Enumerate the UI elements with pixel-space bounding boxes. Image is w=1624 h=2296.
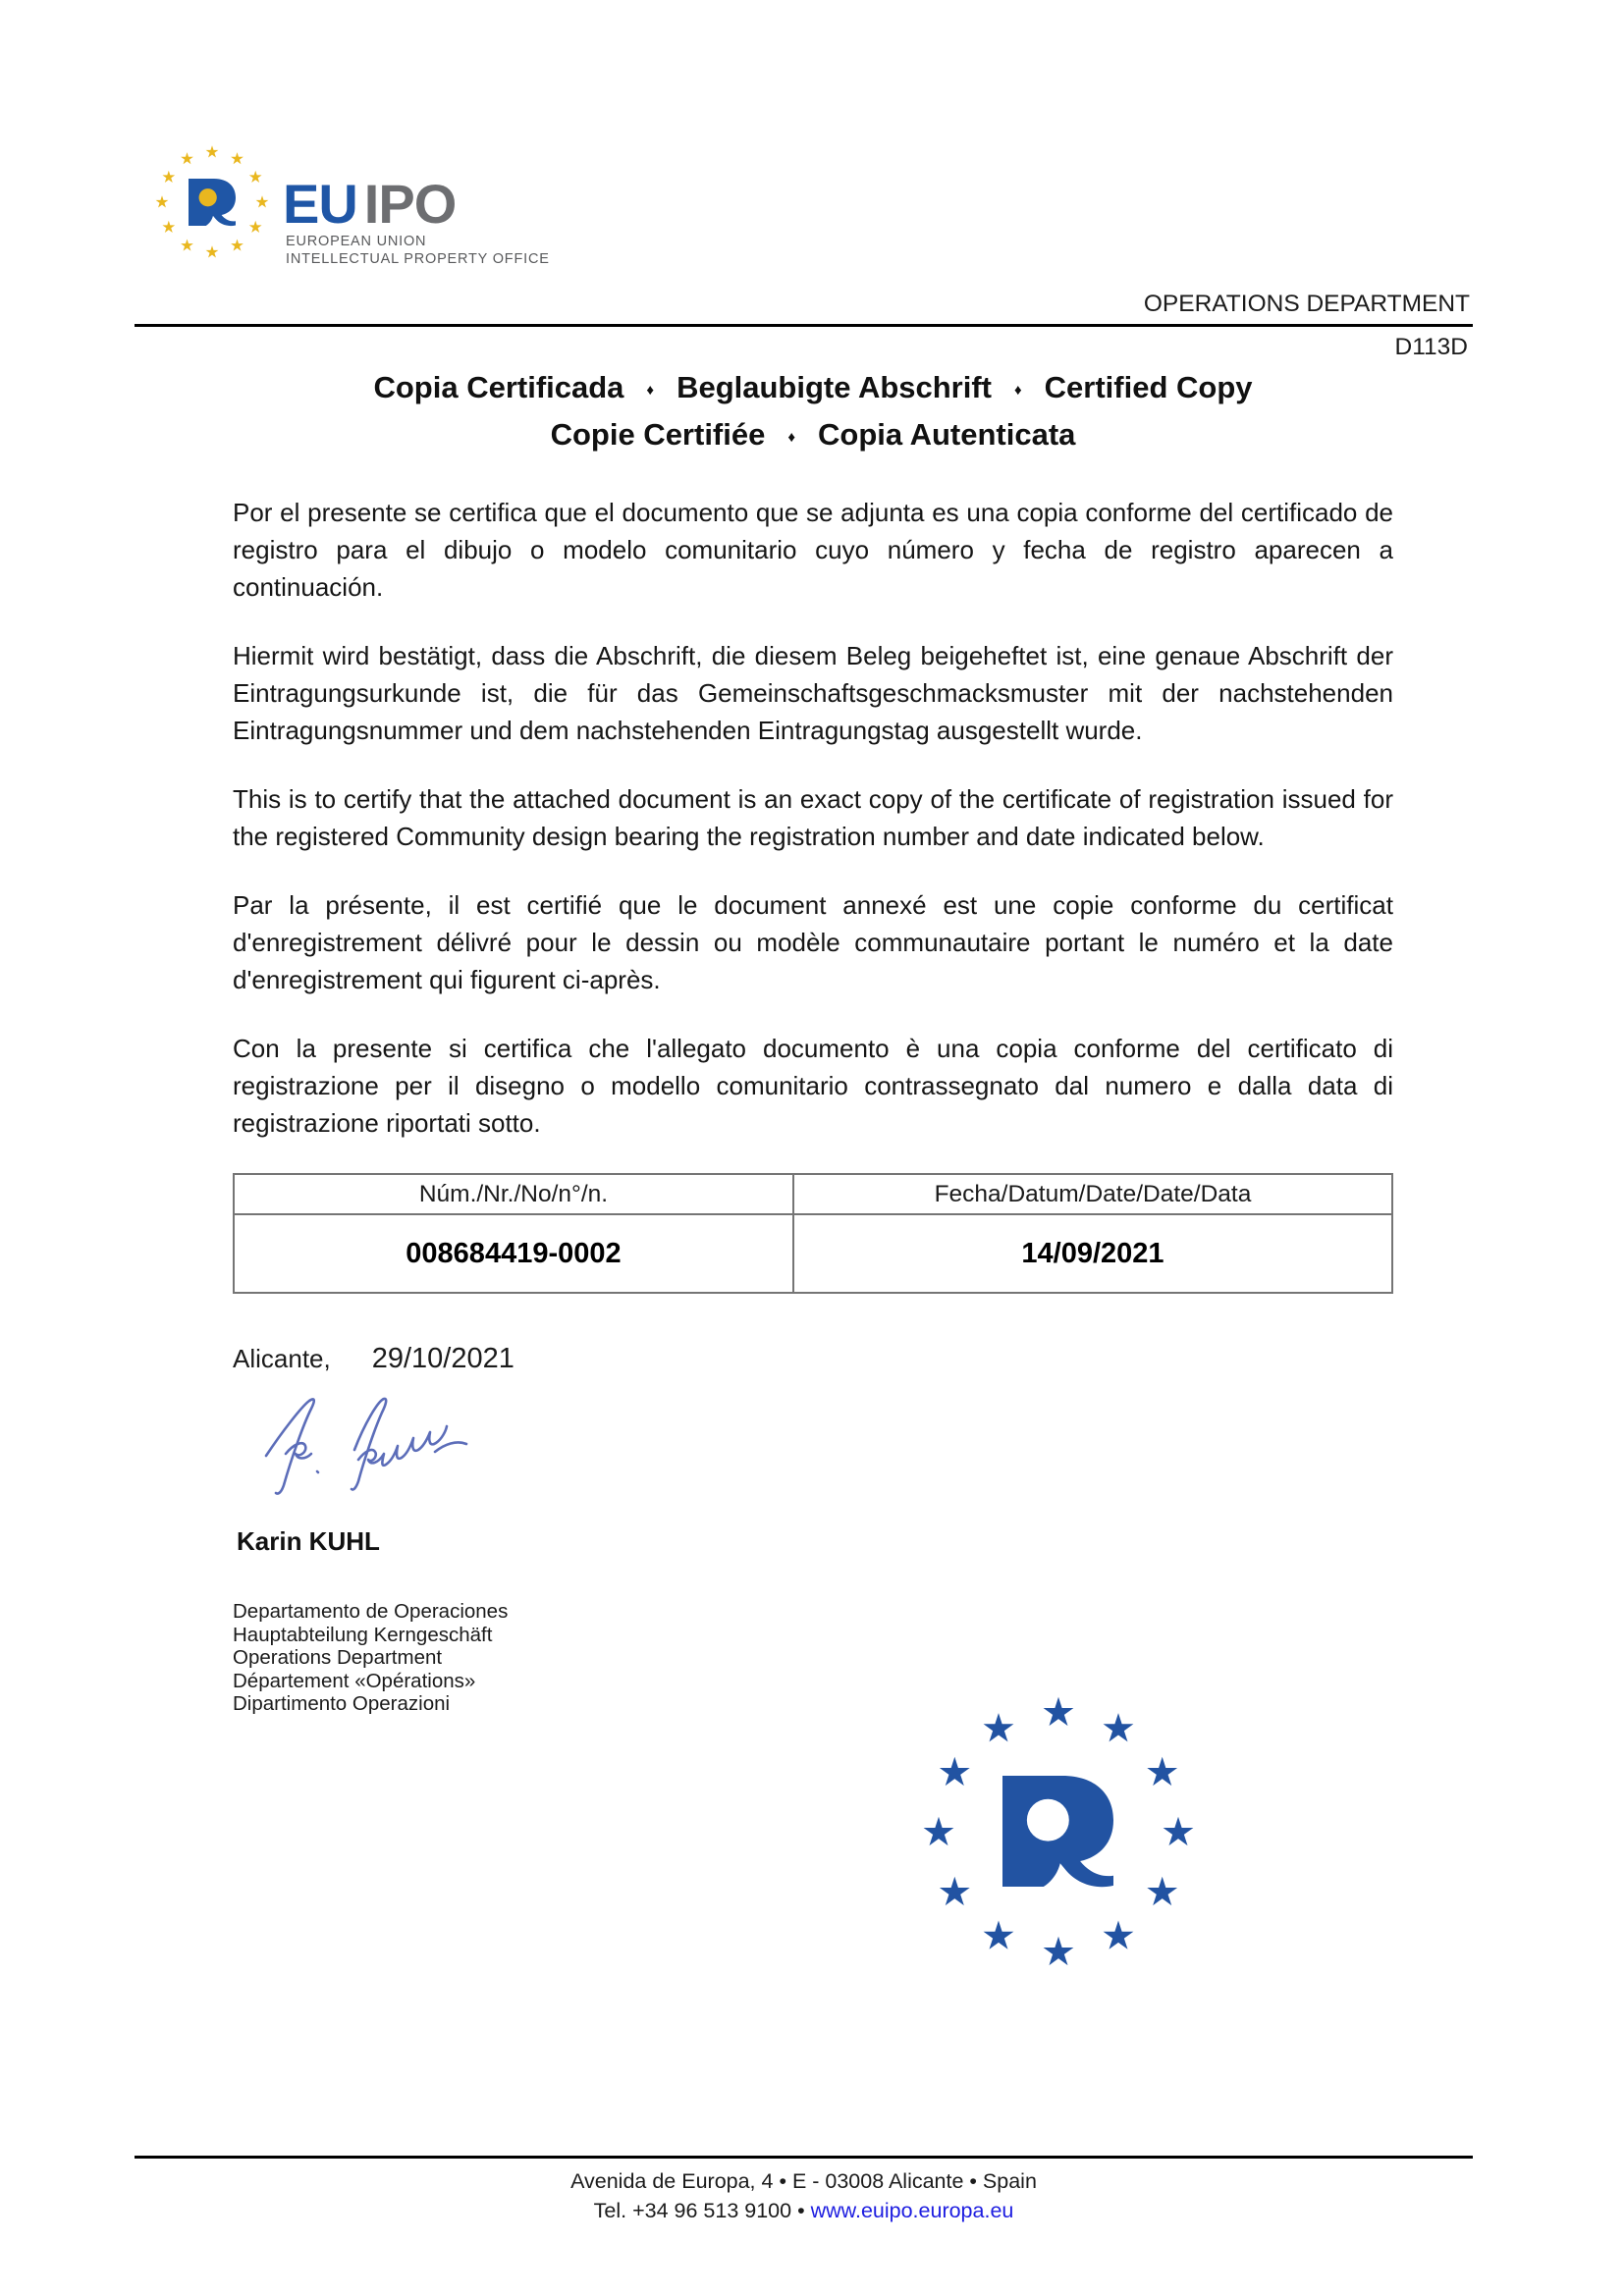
signature-stroke xyxy=(358,1426,447,1466)
title-de: Beglaubigte Abschrift xyxy=(677,370,993,404)
paragraph-english: This is to certify that the attached document is an exact copy of the certificate of registration issued for the registered Community design bearing the registration number and date indicated below. xyxy=(233,784,1393,851)
star-icon xyxy=(1044,1937,1074,1965)
star-icon xyxy=(984,1921,1014,1949)
star-icon xyxy=(162,171,175,183)
footer-contact-line xyxy=(135,2196,1473,2225)
star-icon xyxy=(940,1877,970,1905)
department-names-list xyxy=(233,1600,1393,1716)
signature-stroke xyxy=(286,1443,311,1458)
euipo-tagline xyxy=(286,234,550,268)
department-name-it: Dipartimento Operazioni xyxy=(233,1692,451,1715)
issue-place: Alicante, xyxy=(233,1344,331,1373)
number-header-cell: Núm./Nr./No/n°/n. xyxy=(234,1174,793,1214)
star-icon xyxy=(924,1817,954,1845)
title-es: Copia Certificada xyxy=(373,370,624,404)
title-fr: Copie Certifiée xyxy=(550,417,766,452)
paragraph-italian: Con la presente si certifica che l'allegato documento è una copia conforme del certificato di registrazione per il disegno o modello comunitario contrassegnato dal numero e dalla data di registrazione riportati sotto. xyxy=(233,1034,1393,1138)
paragraph-german: Hiermit wird bestätigt, dass die Abschrift, die diesem Beleg beigeheftet ist, eine genaue Abschrift der Eintragungsurkunde ist, die für das Gemeinschaftsgeschmacksmuster mit der nachstehenden Eintragungsnummer und dem nachstehenden Eintragungstag ausgestellt wurde. xyxy=(233,641,1393,745)
star-icon xyxy=(1147,1757,1177,1786)
star-icon xyxy=(206,145,219,157)
wordmark-ipo: IPO xyxy=(363,173,457,235)
star-icon xyxy=(1104,1921,1134,1949)
stamp-r-glyph xyxy=(1002,1776,1113,1887)
title-en: Certified Copy xyxy=(1044,370,1253,404)
signature-stroke xyxy=(317,1471,318,1472)
star-icon xyxy=(231,152,244,164)
footer xyxy=(135,2166,1473,2225)
footer-bullet: • xyxy=(797,2199,805,2222)
star-icon xyxy=(206,245,219,257)
department-name-de: Hauptabteilung Kerngeschäft xyxy=(233,1623,493,1646)
title-line2 xyxy=(233,412,1393,459)
diamond-separator-icon: ♦ xyxy=(646,382,655,399)
wordmark-eu: EU xyxy=(283,173,357,235)
footer-address: Avenida de Europa, 4 • E - 03008 Alicante • Spain xyxy=(570,2169,1037,2193)
handwritten-signature-image xyxy=(252,1391,488,1507)
registration-date-value: 14/09/2021 xyxy=(793,1214,1392,1293)
registration-table xyxy=(233,1173,1393,1294)
title-line1 xyxy=(233,365,1393,412)
tagline-line2: INTELLECTUAL PROPERTY OFFICE xyxy=(286,250,550,267)
footer-phone: Tel. +34 96 513 9100 xyxy=(593,2199,792,2222)
star-icon xyxy=(1164,1817,1194,1845)
paragraph-spanish: Por el presente se certifica que el documento que se adjunta es una copia conforme del certificado de registro para el dibujo o modelo comunitario cuyo número y fecha de registro aparecen a continuación. xyxy=(233,498,1393,602)
registered-design-stamp-icon xyxy=(921,1695,1196,1970)
department-name-es: Departamento de Operaciones xyxy=(233,1600,509,1623)
euipo-logo xyxy=(147,137,697,275)
paragraph-french: Par la présente, il est certifié que le document annexé est une copie conforme du certificat d'enregistrement délivré pour le dessin ou modèle communautaire portant le numéro et la date d'enregistrement qui figurent ci-après. xyxy=(233,890,1393,994)
star-icon xyxy=(1104,1713,1134,1741)
department-name-fr: Département «Opérations» xyxy=(233,1669,476,1692)
tagline-line1: EUROPEAN UNION xyxy=(286,234,427,249)
star-icon xyxy=(256,195,269,207)
star-icon xyxy=(249,171,262,183)
star-icon xyxy=(181,239,193,250)
star-icon xyxy=(181,152,193,164)
signature-stroke xyxy=(435,1442,466,1452)
diamond-separator-icon: ♦ xyxy=(787,429,796,446)
date-header-cell: Fecha/Datum/Date/Date/Data xyxy=(793,1174,1392,1214)
star-icon xyxy=(156,195,169,207)
star-icon xyxy=(249,221,262,233)
r-glyph xyxy=(189,179,236,226)
table-header-row xyxy=(234,1174,1392,1214)
signature-stroke xyxy=(352,1399,386,1490)
header-divider xyxy=(135,324,1473,327)
star-icon xyxy=(1147,1877,1177,1905)
certificate-body xyxy=(233,494,1393,1716)
registration-number-value: 008684419-0002 xyxy=(234,1214,793,1293)
issue-line xyxy=(233,1343,1393,1375)
euipo-wordmark xyxy=(283,173,457,235)
euipo-registered-design-mark-icon xyxy=(147,137,277,267)
issue-date: 29/10/2021 xyxy=(371,1343,514,1374)
signer-name: Karin KUHL xyxy=(237,1526,380,1556)
table-value-row xyxy=(234,1214,1392,1293)
diamond-separator-icon: ♦ xyxy=(1014,382,1022,399)
star-icon xyxy=(984,1713,1014,1741)
star-icon xyxy=(162,221,175,233)
department-name-en: Operations Department xyxy=(233,1646,443,1669)
star-icon xyxy=(231,239,244,250)
stamp-stars-ring xyxy=(924,1697,1194,1965)
star-icon xyxy=(1044,1697,1074,1726)
star-icon xyxy=(940,1757,970,1786)
document-title xyxy=(233,365,1393,459)
operations-department-heading: OPERATIONS DEPARTMENT xyxy=(1143,291,1470,317)
form-code: D113D xyxy=(1394,334,1468,360)
footer-divider xyxy=(135,2156,1473,2159)
website-link[interactable]: www.euipo.europa.eu xyxy=(810,2199,1014,2222)
title-it: Copia Autenticata xyxy=(818,417,1076,452)
